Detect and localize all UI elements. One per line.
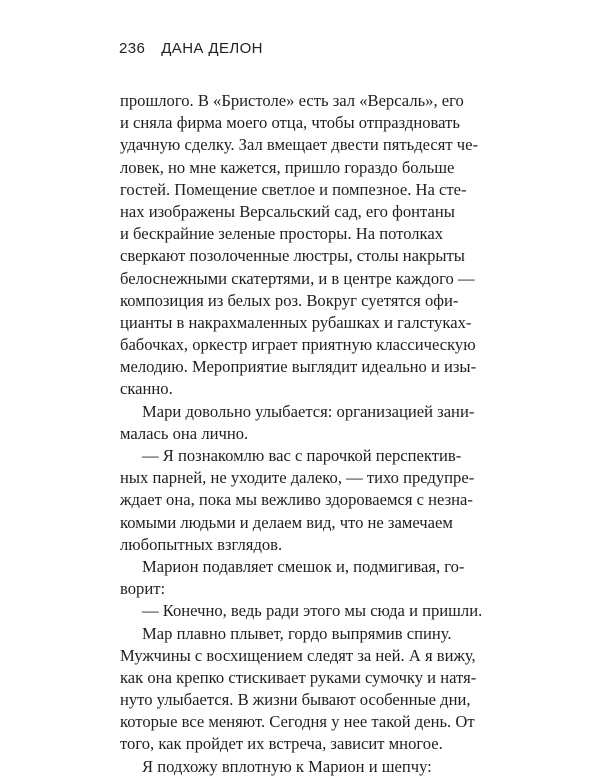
text-line: Мари довольно улыбается: организацией зани- [142, 401, 475, 421]
text-line: ворит: [120, 579, 166, 599]
text-line: того, как пройдет их встреча, зависит многое. [120, 734, 443, 754]
text-line: нах изображены Версальский сад, его фонтаны [120, 201, 455, 221]
text-line: комыми людьми и делаем вид, что не замечаем [120, 512, 453, 532]
text-line: мелодию. Мероприятие выглядит идеально и изы- [120, 357, 477, 377]
text-line: белоснежными скатертями, и в центре каждого — [120, 268, 475, 288]
text-line: Мар плавно плывет, гордо выпрямив спину. [142, 623, 452, 643]
text-line: нуто улыбается. В жизни бывают особенные дни, [120, 690, 471, 710]
text-line: удачную сделку. Зал вмещает двести пятьдесят че- [120, 135, 479, 155]
text-line: — Конечно, ведь ради этого мы сюда и пришли. [142, 601, 483, 621]
text-line: любопытных взглядов. [120, 534, 283, 554]
text-line: ных парней, не уходите далеко, — тихо предупре- [120, 468, 475, 488]
text-line: Мужчины с восхищением следят за ней. А я вижу, [120, 645, 476, 665]
text-line: Я подхожу вплотную к Марион и шепчу: [142, 756, 432, 776]
text-line: и сняла фирма моего отца, чтобы отпраздновать [120, 113, 460, 133]
text-line: ловек, но мне кажется, пришло гораздо больше [120, 157, 455, 177]
text-line: сверкают позолоченные люстры, столы накрыты [120, 246, 465, 266]
body-text [120, 90, 483, 778]
text-line: гостей. Помещение светлое и помпезное. На сте- [120, 179, 467, 199]
text-line: как она крепко стискивает руками сумочку и натя- [120, 667, 477, 687]
text-line: композиция из белых роз. Вокруг суетятся офи- [120, 290, 459, 310]
text-line: Марион подавляет смешок и, подмигивая, го- [142, 556, 465, 576]
text-line: и бескрайние зеленые просторы. На потолках [120, 224, 444, 244]
text-line: сканно. [120, 379, 173, 399]
text-line: малась она лично. [120, 423, 249, 443]
text-line: — Я познакомлю вас с парочкой перспектив- [142, 446, 462, 465]
author-name: ДАНА ДЕЛОН [161, 40, 263, 57]
page-number: 236 [119, 40, 146, 57]
text-line: ждает она, пока мы вежливо здороваемся с незна- [120, 490, 473, 510]
running-head [119, 40, 263, 57]
text-line: которые все меняют. Сегодня у нее такой день. От [120, 712, 475, 732]
text-line: цианты в накрахмаленных рубашках и галстуках- [120, 312, 472, 332]
text-line: прошлого. В «Бристоле» есть зал «Версаль», его [120, 91, 464, 110]
text-line: бабочках, оркестр играет приятную классическую [120, 335, 476, 355]
